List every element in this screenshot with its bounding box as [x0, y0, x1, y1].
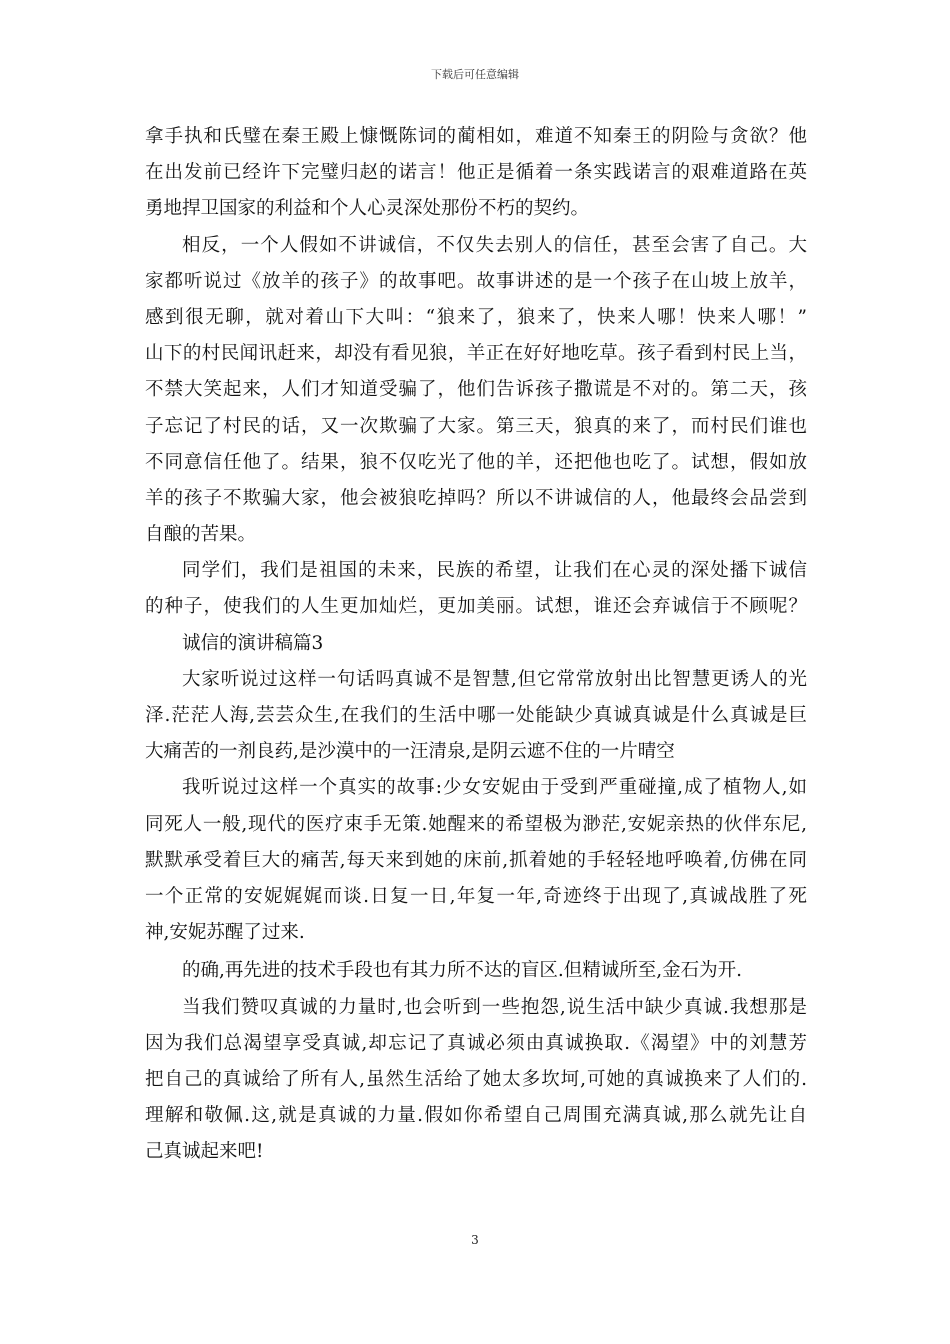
- text-line: 当我们赞叹真诚的力量时,也会听到一些抱怨,说生活中缺少真诚.我想那是: [182, 996, 807, 1018]
- text-line: 山下的村民闻讯赶来，却没有看见狼，羊正在好好地吃草。孩子看到村民上当，: [145, 343, 807, 365]
- text-line: 同学们，我们是祖国的未来，民族的希望，让我们在心灵的深处播下诚信: [182, 560, 807, 582]
- text-line: 子忘记了村民的话，又一次欺骗了大家。第三天，狼真的来了，而村民们谁也: [145, 415, 807, 437]
- text-line: 默默承受着巨大的痛苦,每天来到她的床前,抓着她的手轻轻地呼唤着,仿佛在同: [145, 849, 807, 871]
- page-number: 3: [471, 1233, 479, 1247]
- text-line: 我听说过这样一个真实的故事:少女安妮由于受到严重碰撞,成了植物人,如: [182, 777, 807, 799]
- text-line: 感到很无聊，就对着山下大叫：“狼来了，狼来了，快来人哪！快来人哪！”: [145, 306, 807, 328]
- text-line: 勇地捍卫国家的利益和个人心灵深处那份不朽的契约。: [145, 198, 590, 220]
- text-line: 神,安妮苏醒了过来.: [145, 922, 305, 944]
- text-line: 一个正常的安妮娓娓而谈.日复一日,年复一年,奇迹终于出现了,真诚战胜了死: [145, 885, 807, 907]
- body-text: [145, 119, 807, 1170]
- text-line: 泽.茫茫人海,芸芸众生,在我们的生活中哪一处能缺少真诚真诚是什么真诚是巨: [145, 705, 807, 726]
- text-line: 因为我们总渴望享受真诚,却忘记了真诚必须由真诚换取.《渴望》中的刘慧芳: [145, 1032, 807, 1054]
- text-line: 己真诚起来吧!: [145, 1141, 264, 1163]
- text-line: 拿手执和氏璧在秦王殿上慷慨陈词的蔺相如，难道不知秦王的阴险与贪欲？他: [145, 126, 807, 147]
- text-line: 同死人一般,现代的医疗束手无策.她醒来的希望极为渺茫,安妮亲热的伙伴东尼,: [145, 813, 807, 835]
- text-line: 把自己的真诚给了所有人,虽然生活给了她太多坎坷,可她的真诚换来了人们的.: [145, 1068, 807, 1090]
- text-line: 家都听说过《放羊的孩子》的故事吧。故事讲述的是一个孩子在山坡上放羊，: [145, 270, 807, 292]
- text-line: 大痛苦的一剂良药,是沙漠中的一汪清泉,是阴云遮不住的一片晴空: [145, 741, 675, 763]
- text-line: 在出发前已经许下完璧归赵的诺言！他正是循着一条实践诺言的艰难道路在英: [145, 162, 807, 184]
- text-line: 大家听说过这样一句话吗真诚不是智慧,但它常常放射出比智慧更诱人的光: [182, 668, 807, 690]
- text-line: 自酿的苦果。: [145, 524, 257, 546]
- section-heading: 诚信的演讲稿篇3: [182, 632, 324, 654]
- page-header: 下载后可任意编辑: [431, 68, 519, 81]
- text-line: 相反，一个人假如不讲诚信，不仅失去别人的信任，甚至会害了自己。大: [182, 234, 807, 256]
- text-line: 不禁大笑起来，人们才知道受骗了，他们告诉孩子撒谎是不对的。第二天，孩: [145, 379, 807, 401]
- text-line: 理解和敬佩.这,就是真诚的力量.假如你希望自己周围充满真诚,那么就先让自: [145, 1105, 807, 1127]
- text-line: 的种子，使我们的人生更加灿烂，更加美丽。试想，谁还会弃诚信于不顾呢？: [145, 596, 807, 618]
- text-line: 的确,再先进的技术手段也有其力所不达的盲区.但精诚所至,金石为开.: [182, 960, 743, 982]
- text-line: 羊的孩子不欺骗大家，他会被狼吃掉吗？所以不讲诚信的人，他最终会品尝到: [145, 487, 807, 509]
- text-line: 不同意信任他了。结果，狼不仅吃光了他的羊，还把他也吃了。试想，假如放: [145, 451, 807, 473]
